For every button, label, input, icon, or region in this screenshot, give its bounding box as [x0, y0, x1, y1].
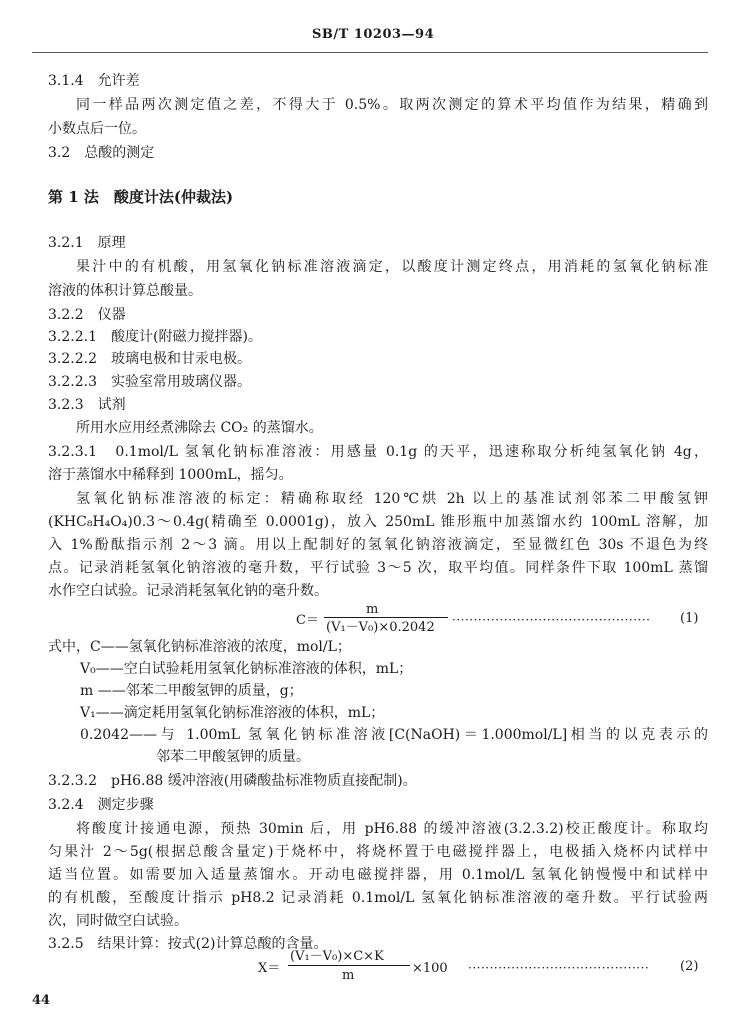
where-clause: 邻苯二甲酸氢钾的质量。	[156, 749, 310, 765]
formula-1-denominator: (V₁－V₀)×0.2042	[326, 620, 435, 635]
page-header: SB/T 10203—94	[312, 27, 435, 42]
list-item: 3.2.2.3 实验室常用玻璃仪器。	[48, 374, 251, 390]
section-3-2-1-heading: 3.2.1 原理	[48, 235, 126, 251]
section-3-2-heading: 3.2 总酸的测定	[48, 145, 155, 161]
where-clause: V₁——滴定耗用氢氧化钠标准溶液的体积，mL；	[80, 705, 385, 721]
formula-1-numerator: m	[366, 602, 379, 617]
where-clause: V₀——空白试验耗用氢氧化钠标准溶液的体积，mL；	[80, 661, 413, 677]
list-item: 3.2.2.1 酸度计(附磁力搅拌器)。	[48, 329, 262, 345]
paragraph-line: 3.2.3.1 0.1mol/L 氢氧化钠标准溶液：用感量 0.1g 的天平，迅速称取分析纯氢氧化钠 4g，	[48, 444, 708, 460]
paragraph-line: 溶于蒸馏水中稀释到 1000mL，摇匀。	[48, 467, 293, 483]
paragraph-line: 的有机酸，至酸度计指示 pH8.2 记录消耗 0.1mol/L 氢氧化钠标准溶液的毫升数。平行试验两	[48, 890, 708, 906]
section-3-2-4-heading: 3.2.4 测定步骤	[48, 797, 154, 813]
method-1-heading: 第 1 法 酸度计法(仲裁法)	[48, 188, 234, 206]
formula-2-leader-dots: ··········································	[468, 961, 650, 975]
paragraph-line: 入 1%酚酞指示剂 2～3 滴。用以上配制好的氢氧化钠溶液滴定，至显微红色 30s 不退色为终	[48, 537, 708, 553]
section-3-2-3-2-heading: 3.2.3.2 pH6.88 缓冲溶液(用磷酸盐标准物质直接配制)。	[48, 773, 417, 789]
formula-2-lhs: X＝	[258, 961, 281, 976]
formula-2-denominator: m	[342, 968, 355, 983]
where-clause: m ——邻苯二甲酸氢钾的质量，g；	[80, 683, 303, 699]
paragraph-line: 次，同时做空白试验。	[48, 913, 188, 929]
formula-1-fraction-bar	[324, 617, 448, 618]
paragraph-line: 小数点后一位。	[48, 121, 146, 137]
formula-1-number: (1)	[680, 611, 699, 626]
paragraph-line: 适当位置。如需要加入适量蒸馏水。开动电磁搅拌器，用 0.1mol/L 氢氧化钠慢慢中和试样中	[48, 867, 708, 883]
page-number: 44	[32, 993, 51, 1008]
formula-1-leader-dots: ··············································	[452, 613, 651, 627]
section-3-2-5-heading: 3.2.5 结果计算：按式(2)计算总酸的含量。	[48, 936, 328, 952]
paragraph-line: 匀果汁 2～5g(根据总酸含量定)于烧杯中，将烧杯置于电磁搅拌器上，电极插入烧杯内试样中	[48, 844, 708, 860]
formula-2-multiplier: ×100	[412, 961, 448, 976]
paragraph-line: 溶液的体积计算总酸量。	[48, 283, 202, 299]
paragraph-line: 将酸度计接通电源，预热 30min 后，用 pH6.88 的缓冲溶液(3.2.3.2)校正酸度计。称取均	[76, 821, 708, 837]
formula-2-fraction-bar	[288, 965, 410, 966]
paragraph-line: (KHC₈H₄O₄)0.3～0.4g(精确至 0.0001g)，放入 250mL 锥形瓶中加蒸馏水约 100mL 溶解，加	[48, 514, 708, 530]
header-rule	[32, 52, 708, 53]
section-3-2-2-heading: 3.2.2 仪器	[48, 307, 126, 323]
paragraph-line: 点。记录消耗氢氧化钠溶液的毫升数，平行试验 3～5 次，取平均值。同样条件下取 100mL 蒸馏	[48, 560, 708, 576]
paragraph-line: 所用水应用经煮沸除去 CO₂ 的蒸馏水。	[76, 420, 323, 436]
formula-2-number: (2)	[680, 959, 699, 974]
where-clause: 0.2042——与 1.00mL 氢氧化钠标准溶液[C(NaOH)＝1.000mol/L]相当的以克表示的	[80, 727, 708, 743]
section-3-2-3-heading: 3.2.3 试剂	[48, 397, 126, 413]
paragraph-line: 同一样品两次测定值之差，不得大于 0.5%。取两次测定的算术平均值作为结果，精确到	[76, 97, 708, 113]
list-item: 3.2.2.2 玻璃电极和甘汞电极。	[48, 351, 251, 367]
paragraph-line: 果汁中的有机酸，用氢氧化钠标准溶液滴定，以酸度计测定终点，用消耗的氢氧化钠标准	[76, 259, 708, 275]
where-clause: 式中，C——氢氧化钠标准溶液的浓度，mol/L；	[48, 639, 351, 655]
paragraph-line: 水作空白试验。记录消耗氢氧化钠的毫升数。	[48, 583, 328, 599]
formula-1-lhs: C＝	[296, 613, 319, 628]
paragraph-line: 氢氧化钠标准溶液的标定：精确称取经 120℃烘 2h 以上的基准试剂邻苯二甲酸氢钾	[76, 491, 708, 507]
formula-2-numerator: (V₁－V₀)×C×K	[290, 949, 384, 964]
section-3-1-4-heading: 3.1.4 允许差	[48, 73, 140, 89]
